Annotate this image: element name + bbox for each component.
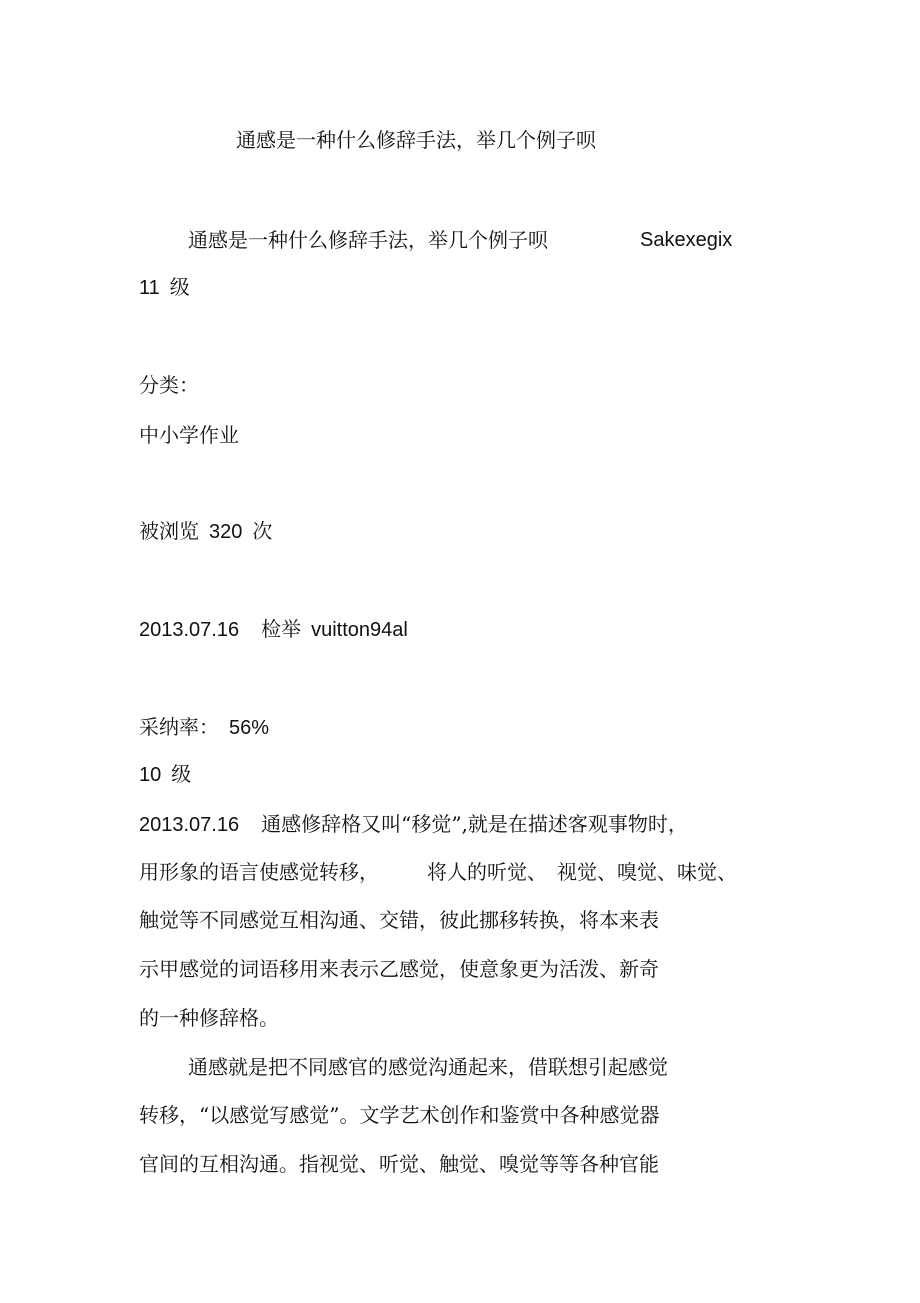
answer-line: 示甲感觉的词语移用来表示乙感觉，使意象更为活泼、新奇 (139, 957, 659, 981)
question-level-number: 11 (139, 277, 160, 299)
answer-line: 触觉等不同感觉互相沟通、交错，彼此挪移转换，将本来表 (139, 908, 659, 932)
answer-level-unit: 级 (171, 762, 192, 786)
answer-line: 转移，“以感觉写感觉”。文学艺术创作和鉴赏中各种感觉器 (139, 1103, 660, 1127)
view-count (139, 517, 272, 546)
answer-text: 将人的听觉、 (427, 860, 547, 884)
view-count-number: 320 (209, 521, 243, 543)
answer-line: 的一种修辞格。 (139, 1006, 279, 1030)
answer-line: 官间的互相沟通。指视觉、听觉、触觉、嗅觉等等各种官能 (139, 1152, 659, 1176)
category-label: 分类： (139, 373, 199, 397)
question-level-unit: 级 (169, 275, 190, 299)
answer-author-level (139, 760, 191, 789)
adoption-rate-value: 56% (229, 717, 270, 739)
answer-line: 通感就是把不同感官的感觉沟通起来，借联想引起感觉 (188, 1055, 668, 1079)
report-link[interactable]: 检举 (261, 617, 302, 641)
answer-level-number: 10 (139, 764, 162, 786)
answer-text: 用形象的语言使感觉转移， (139, 860, 379, 884)
answer-line (139, 810, 688, 839)
question-author: Sakexegix (640, 229, 733, 251)
answer-line (139, 858, 737, 886)
question-text: 通感是一种什么修辞手法，举几个例子呗 (188, 228, 548, 252)
answer-text: 视觉、嗅觉、味觉、 (557, 860, 737, 884)
category-value: 中小学作业 (139, 423, 239, 447)
view-count-suffix: 次 (252, 519, 273, 543)
adoption-rate-label: 采纳率： (139, 715, 219, 739)
answer-text: 通感修辞格又叫“移觉”,就是在描述客观事物时， (261, 812, 688, 836)
question-author-level (139, 273, 190, 302)
meta-username: vuitton94al (311, 619, 408, 641)
view-count-prefix: 被浏览 (139, 519, 199, 543)
page-title: 通感是一种什么修辞手法，举几个例子呗 (236, 128, 596, 152)
question-date: 2013.07.16 (139, 619, 240, 641)
question-meta (139, 615, 408, 644)
adoption-rate (139, 713, 269, 742)
answer-date: 2013.07.16 (139, 814, 240, 836)
